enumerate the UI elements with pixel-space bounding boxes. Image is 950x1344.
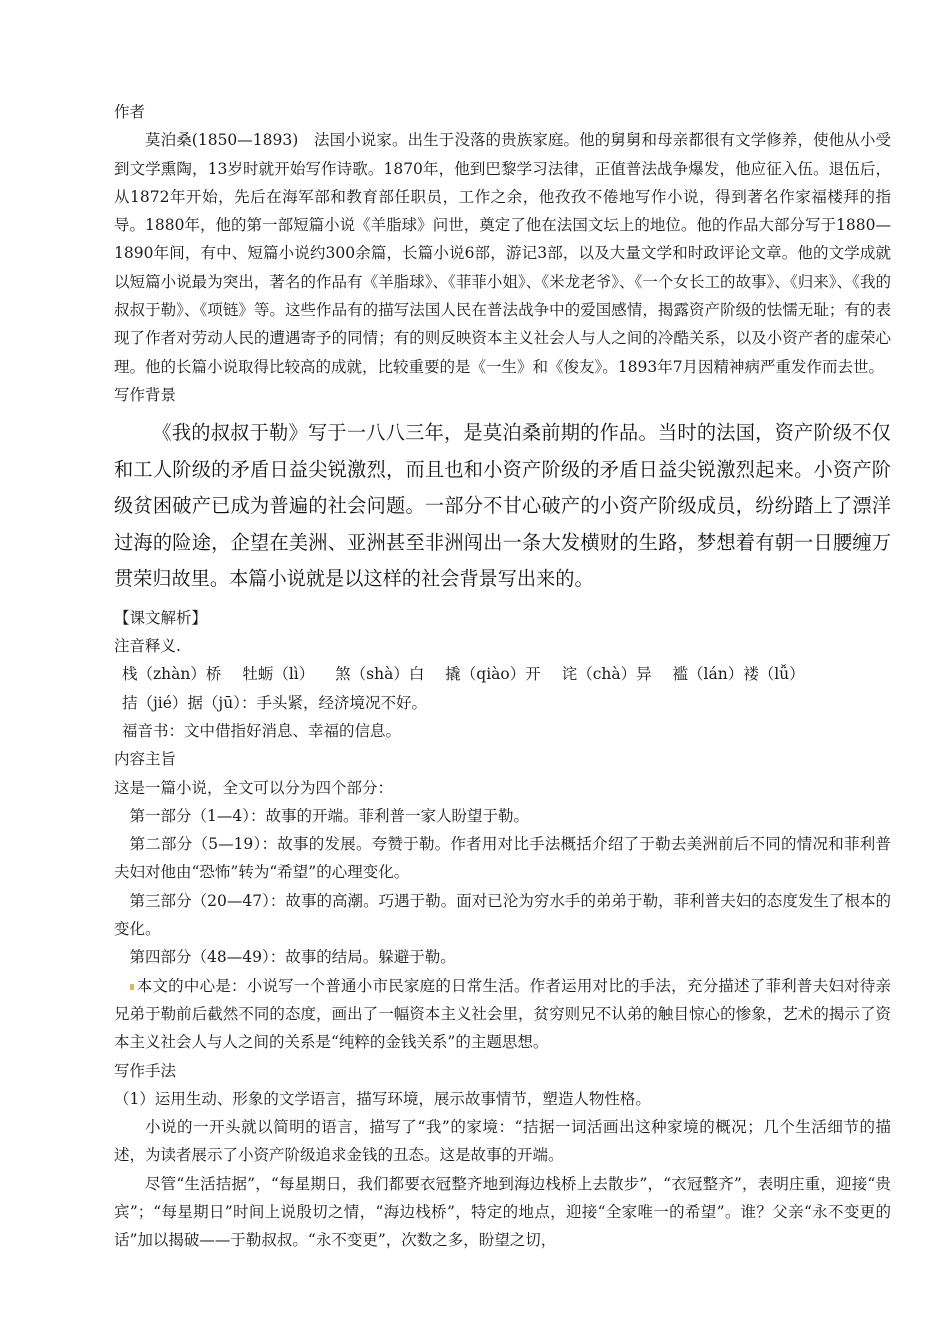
- theme-part-4: 第四部分（48—49）：故事的结局。躲避于勒。: [129, 948, 456, 967]
- background-heading: 写作背景: [114, 385, 177, 404]
- theme-part-1: 第一部分（1—4）：故事的开端。菲利普一家人盼望于勒。: [129, 806, 529, 825]
- pinyin-item: 撬（qiào）开: [445, 665, 541, 684]
- theme-center: [114, 972, 891, 1057]
- bullet-mark: [130, 984, 134, 990]
- pinyin-item: 牡蛎（lì）: [242, 665, 315, 684]
- fuyin-definition: 福音书：文中借指好消息、幸福的信息。: [122, 721, 402, 740]
- background-paragraph: 《我的叔叔于勒》写于一八八三年，是莫泊桑前期的作品。当时的法国，资产阶级不仅和工人阶级的矛盾日益尖锐激烈，而且也和小资产阶级的矛盾日益尖锐激烈起来。小资产阶级贫困破产已成为普遍的社会问题。一部分不甘心破产的小资产阶级成员，纷纷踏上了漂洋过海的险途，企望在美洲、亚洲甚至非洲闯出一条大发横财的生路，梦想着有朝一日腰缠万贯荣归故里。本篇小说就是以这样的社会背景写出来的。: [114, 421, 891, 591]
- theme-part-2: 第二部分（5—19）：故事的发展。夸赞于勒。作者用对比手法概括介绍了于勒去美洲前后不同的情况和菲利普夫妇对他由“恐怖”转为“希望”的心理变化。: [114, 835, 891, 882]
- pinyin-item: 褴（lán）褛（lǚ）: [672, 665, 805, 684]
- technique-heading: 写作手法: [114, 1061, 177, 1080]
- document-body: [114, 98, 891, 1255]
- pinyin-item: 煞（shà）白: [335, 665, 425, 684]
- pinyin-item: 诧（chà）异: [561, 665, 652, 684]
- technique-paragraph-2: 尽管“生活拮据”，“每星期日，我们都要衣冠整齐地到海边栈桥上去散步”，“衣冠整齐”，表明庄重，迎接“贵宾”；“每星期日”时间上说殷切之情，“海边栈桥”，特定的地点，迎接“全家唯一的希望”。谁？父亲“永不变更的话”加以揭破——于勒叔叔。“永不变更”，次数之多，盼望之切，: [114, 1174, 891, 1250]
- author-paragraph: 莫泊桑(1850—1893) 法国小说家。出生于没落的贵族家庭。他的舅舅和母亲都很有文学修养，使他从小受到文学熏陶，13岁时就开始写作诗歌。1870年，他到巴黎学习法律，正值普法战争爆发，他应征入伍。退伍后，从1872年开始，先后在海军部和教育部任职员，工作之余，他孜孜不倦地写作小说，得到著名作家福楼拜的指导。1880年，他的第一部短篇小说《羊脂球》问世，奠定了他在法国文坛上的地位。他的作品大部分写于1880—1890年间，有中、短篇小说约300余篇，长篇小说6部，游记3部，以及大量文学和时政评论文章。他的文学成就以短篇小说最为突出，著名的作品有《羊脂球》、《菲菲小姐》、《米龙老爷》、《一个女长工的故事》、《归来》、《我的叔叔于勒》、《项链》等。这些作品有的描写法国人民在普法战争中的爱国感情，揭露资产阶级的怯懦无耻；有的表现了作者对劳动人民的遭遇寄予的同情；有的则反映资本主义社会人与人之间的冷酷关系，以及小资产者的虚荣心理。他的长篇小说取得比较高的成就，比较重要的是《一生》和《俊友》。1893年7月因精神病严重发作而去世。: [114, 131, 891, 376]
- pinyin-item: 栈（zhàn）桥: [122, 665, 222, 684]
- pinyin-heading: 注音释义.: [114, 637, 181, 656]
- theme-part-3: 第三部分（20—47）：故事的高潮。巧遇于勒。面对已沦为穷水手的弟弟于勒，菲利普夫妇的态度发生了根本的变化。: [114, 891, 891, 939]
- theme-heading: 内容主旨: [114, 750, 177, 769]
- technique-paragraph-1: 小说的一开头就以简明的语言，描写了“我”的家境：“拮据一词活画出这种家境的概况；几个生活细节的描述，为读者展示了小资产阶级追求金钱的丑态。这是故事的开端。: [114, 1118, 891, 1165]
- technique-point-1: （1）运用生动、形象的文学语言，描写环境，展示故事情节，塑造人物性格。: [114, 1089, 651, 1108]
- theme-intro: 这是一篇小说，全文可以分为四个部分：: [114, 778, 394, 797]
- jieju-definition: 拮（jié）据（jū）：手头紧，经济境况不好。: [122, 693, 427, 712]
- pinyin-list: [114, 660, 891, 688]
- analysis-heading: 【课文解析】: [114, 608, 208, 627]
- theme-center-text: 本文的中心是：小说写一个普通小市民家庭的日常生活。作者运用对比的手法，充分描述了菲利普夫妇对待亲兄弟于勒前后截然不同的态度，画出了一幅资本主义社会里，贫穷则兄不认弟的触目惊心的惨象，艺术的揭示了资本主义社会人与人之间的关系是“纯粹的金钱关系”的主题思想。: [114, 976, 891, 1052]
- author-heading: 作者: [114, 103, 146, 121]
